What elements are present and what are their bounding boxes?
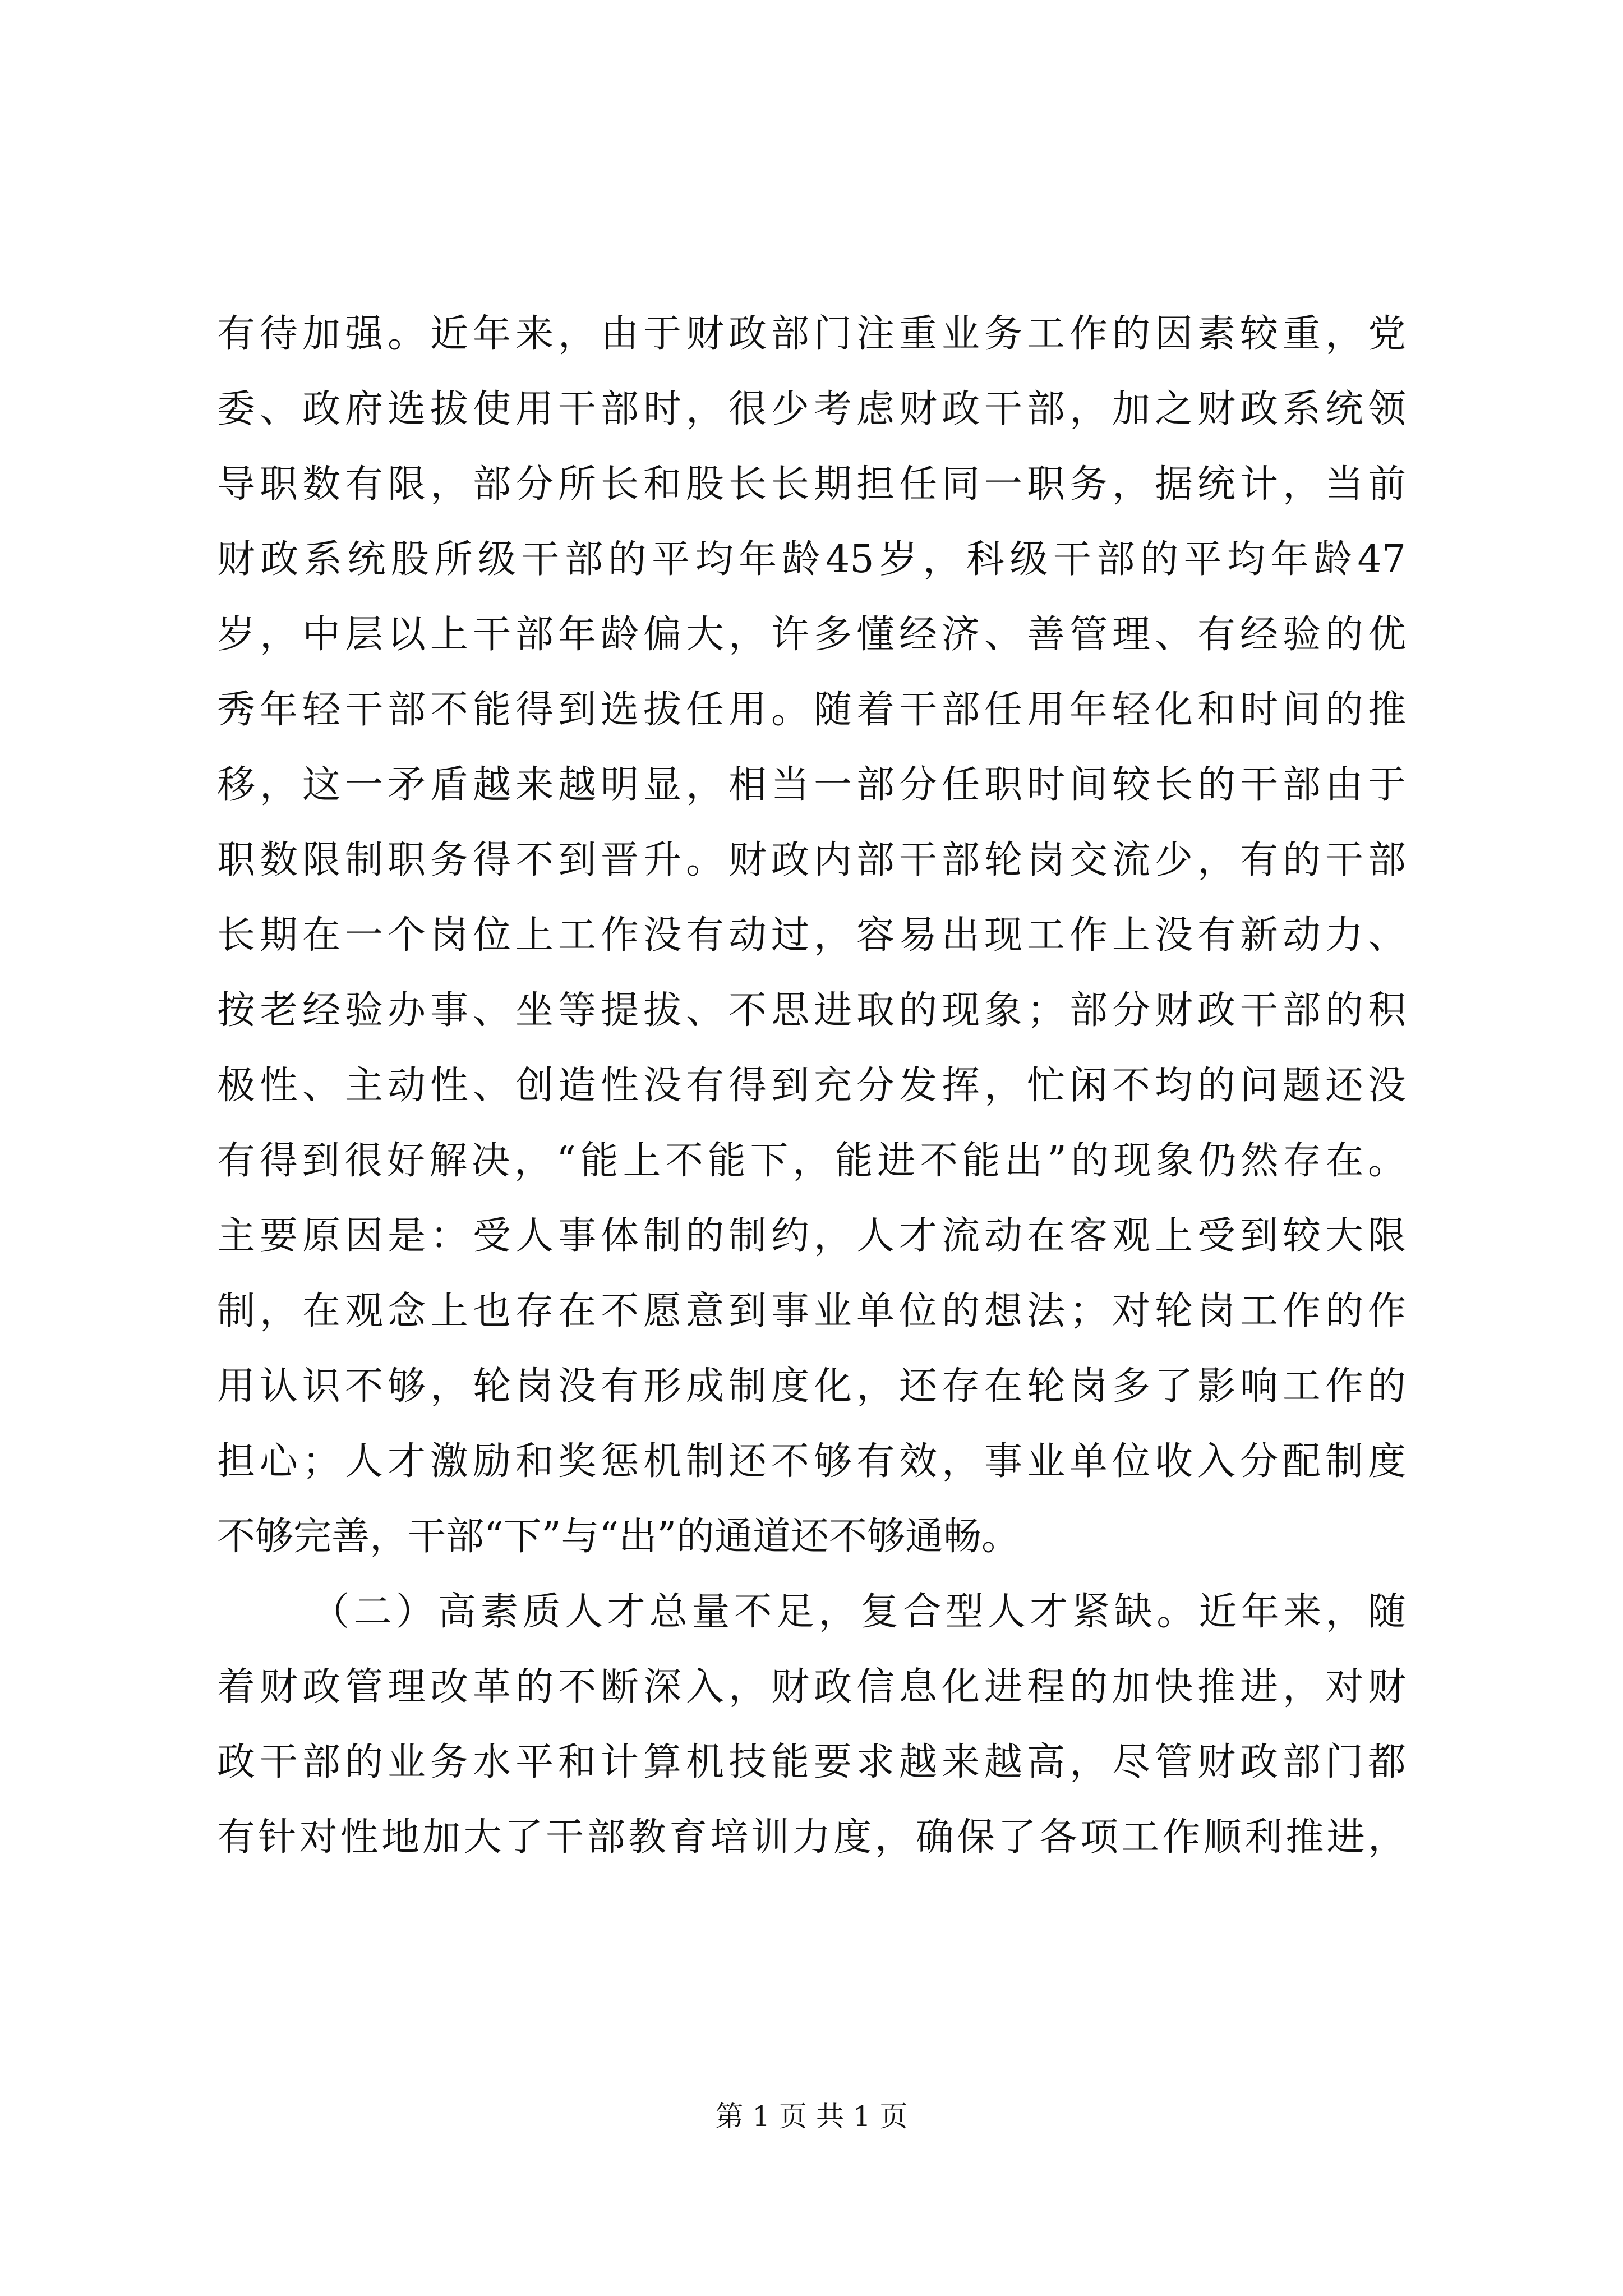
body-text-line: 按老经验办事、坐等提拔、不思进取的现象；部分财政干部的积 — [217, 988, 1406, 1033]
body-text-line: 有针对性地加大了干部教育培训力度，确保了各项工作顺利推进， — [217, 1815, 1406, 1860]
body-text-line: 用认识不够，轮岗没有形成制度化，还存在轮岗多了影响工作的 — [217, 1364, 1406, 1409]
body-text-line: 岁，中层以上干部年龄偏大，许多懂经济、善管理、有经验的优 — [217, 613, 1406, 657]
body-text-line: 职数限制职务得不到晋升。财政内部干部轮岗交流少，有的干部 — [217, 838, 1406, 882]
body-text-line: 有得到很好解决，“能上不能下，能进不能出”的现象仍然存在。 — [217, 1139, 1406, 1183]
body-text-line: 着财政管理改革的不断深入，财政信息化进程的加快推进，对财 — [217, 1665, 1406, 1709]
body-text-line: 极性、主动性、创造性没有得到充分发挥，忙闲不均的问题还没 — [217, 1064, 1406, 1108]
body-text-line: 担心；人才激励和奖惩机制还不够有效，事业单位收入分配制度 — [217, 1439, 1406, 1484]
body-text-line: 制，在观念上也存在不愿意到事业单位的想法；对轮岗工作的作 — [217, 1289, 1406, 1333]
body-text-line: 长期在一个岗位上工作没有动过，容易出现工作上没有新动力、 — [217, 913, 1406, 958]
body-text-line: 秀年轻干部不能得到选拔任用。随着干部任用年轻化和时间的推 — [217, 688, 1406, 732]
body-text-line: 委、政府选拔使用干部时，很少考虑财政干部，加之财政系统领 — [217, 387, 1406, 431]
body-text-line: 财政系统股所级干部的平均年龄45岁，科级干部的平均年龄47 — [217, 537, 1406, 582]
body-text-line: 主要原因是：受人事体制的制约，人才流动在客观上受到较大限 — [217, 1214, 1406, 1258]
body-text-line: 有待加强。近年来，由于财政部门注重业务工作的因素较重，党 — [217, 312, 1406, 356]
body-text-line: 不够完善，干部“下”与“出”的通道还不够通畅。 — [217, 1515, 1020, 1559]
body-text-line: 导职数有限，部分所长和股长长期担任同一职务，据统计，当前 — [217, 462, 1406, 507]
body-text-line: 政干部的业务水平和计算机技能要求越来越高，尽管财政部门都 — [217, 1740, 1406, 1784]
body-text-line: 移，这一矛盾越来越明显，相当一部分任职时间较长的干部由于 — [217, 763, 1406, 807]
page-number-footer: 第 1 页 共 1 页 — [715, 2100, 908, 2133]
section-heading-line: （二）高素质人才总量不足，复合型人才紧缺。近年来，随 — [311, 1590, 1406, 1634]
